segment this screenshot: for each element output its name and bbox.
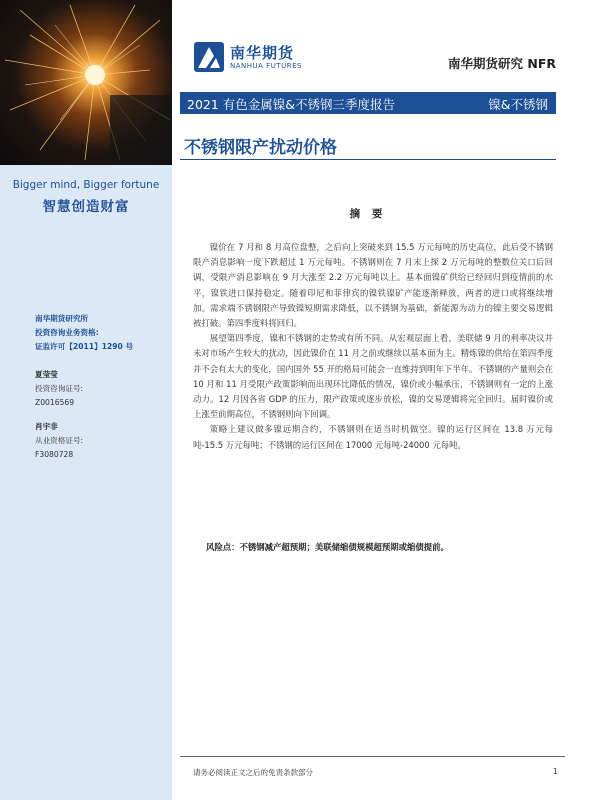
title-divider (180, 159, 556, 160)
analyst-cert-label: 从业资格证号: (35, 436, 84, 445)
analyst-name: 肖宇非 (35, 422, 58, 431)
abstract-heading: 摘 要 (349, 208, 387, 220)
analyst-cert-number: Z0016569 (35, 398, 75, 407)
report-title-bar (180, 92, 556, 114)
report-title: 2021 有色金属镍&不锈钢三季度报告 (187, 97, 396, 112)
logo-text-en: NANHUA FUTURES (230, 62, 302, 70)
logo-mark-icon (194, 42, 224, 72)
page-title: 不锈钢限产扰动价格 (184, 138, 337, 158)
abstract-body (193, 240, 553, 453)
report-sector: 镍&不锈钢 (488, 97, 548, 112)
disclaimer-note: 请务必阅读正文之后的免责条款部分 (193, 768, 313, 777)
research-info (35, 312, 165, 462)
brand-label: 南华期货研究 NFR (448, 56, 556, 71)
analyst-cert-number: F3080728 (35, 450, 74, 459)
logo-text-cn: 南华期货 (230, 44, 295, 62)
license-number: 证监许可【2011】1290 号 (35, 342, 134, 351)
abstract-paragraph: 展望第四季度，镍和不锈钢的走势或有所不同。从宏观层面上看，美联储 9 月的利率决议并未对市场产生较大的扰动，因此镍价在 11 月之前或继续以基本面为主。精炼镍的供给在第四季度并不会有太大的变化，国内国外 55 开的格局可能会一直维持到明年下半年。不锈钢的产量则会在 10 月和 11 月受限产政策影响而出现环比降低的情况，镍价或小幅承压，不锈钢则有一定的上涨动力。12 月因各省 GDP 的压力，限产政策或逐步放松，镍的交易逻辑将完全回归。届时镍价或上涨至前期高位，不锈钢则向下回调。 (193, 333, 553, 420)
institute-name: 南华期货研究所 (35, 314, 89, 323)
slogan-chinese: 智慧创造财富 (42, 199, 130, 215)
abstract-paragraph: 策略上建议做多镍远期合约，不锈钢则在适当时机做空。镍的运行区间在 13.8 万元每吨-15.5 万元每吨；不锈钢的运行区间在 17000 元每吨-24000 元每吨。 (193, 424, 553, 450)
left-sidebar (0, 0, 172, 800)
analyst-cert-label: 投资咨询证号: (35, 384, 84, 393)
abstract-paragraph: 镍价在 7 月和 8 月高位盘整，之后向上突破来到 15.5 万元每吨的历史高位，此后受不锈钢限产消息影响一度下跌超过 1 万元每吨。不锈钢则在 7 月末上探 2 万元每吨的整数位关口后回调，受限产消息影响在 9 月大涨至 2.2 万元每吨以上。基本面镍矿供给已经回归到疫情前的水平，镍铁进口保持稳定。随着印尼和菲律宾的镍铁镍矿产能逐渐释放，两者的进口或将继续增加。需求端不锈钢限产导致镍短期需求降低，以不锈钢为基础，新能源为动力的镍主要交易逻辑被打破。第四季度料将回归。 (193, 242, 553, 329)
slogan-english: Bigger mind, Bigger fortune (12, 179, 160, 191)
sparks-illustration (0, 0, 172, 165)
risk-points: 风险点：不锈钢减产超预期；美联储缩债规模超预期或缩债提前。 (206, 542, 449, 552)
license-label: 投资咨询业务资格: (35, 328, 99, 337)
footer-divider (180, 756, 565, 757)
nanhua-logo (194, 40, 314, 76)
hero-image-sparks (0, 0, 172, 165)
page-number: 1 (553, 767, 558, 776)
analyst-name: 夏莹莹 (35, 370, 58, 379)
